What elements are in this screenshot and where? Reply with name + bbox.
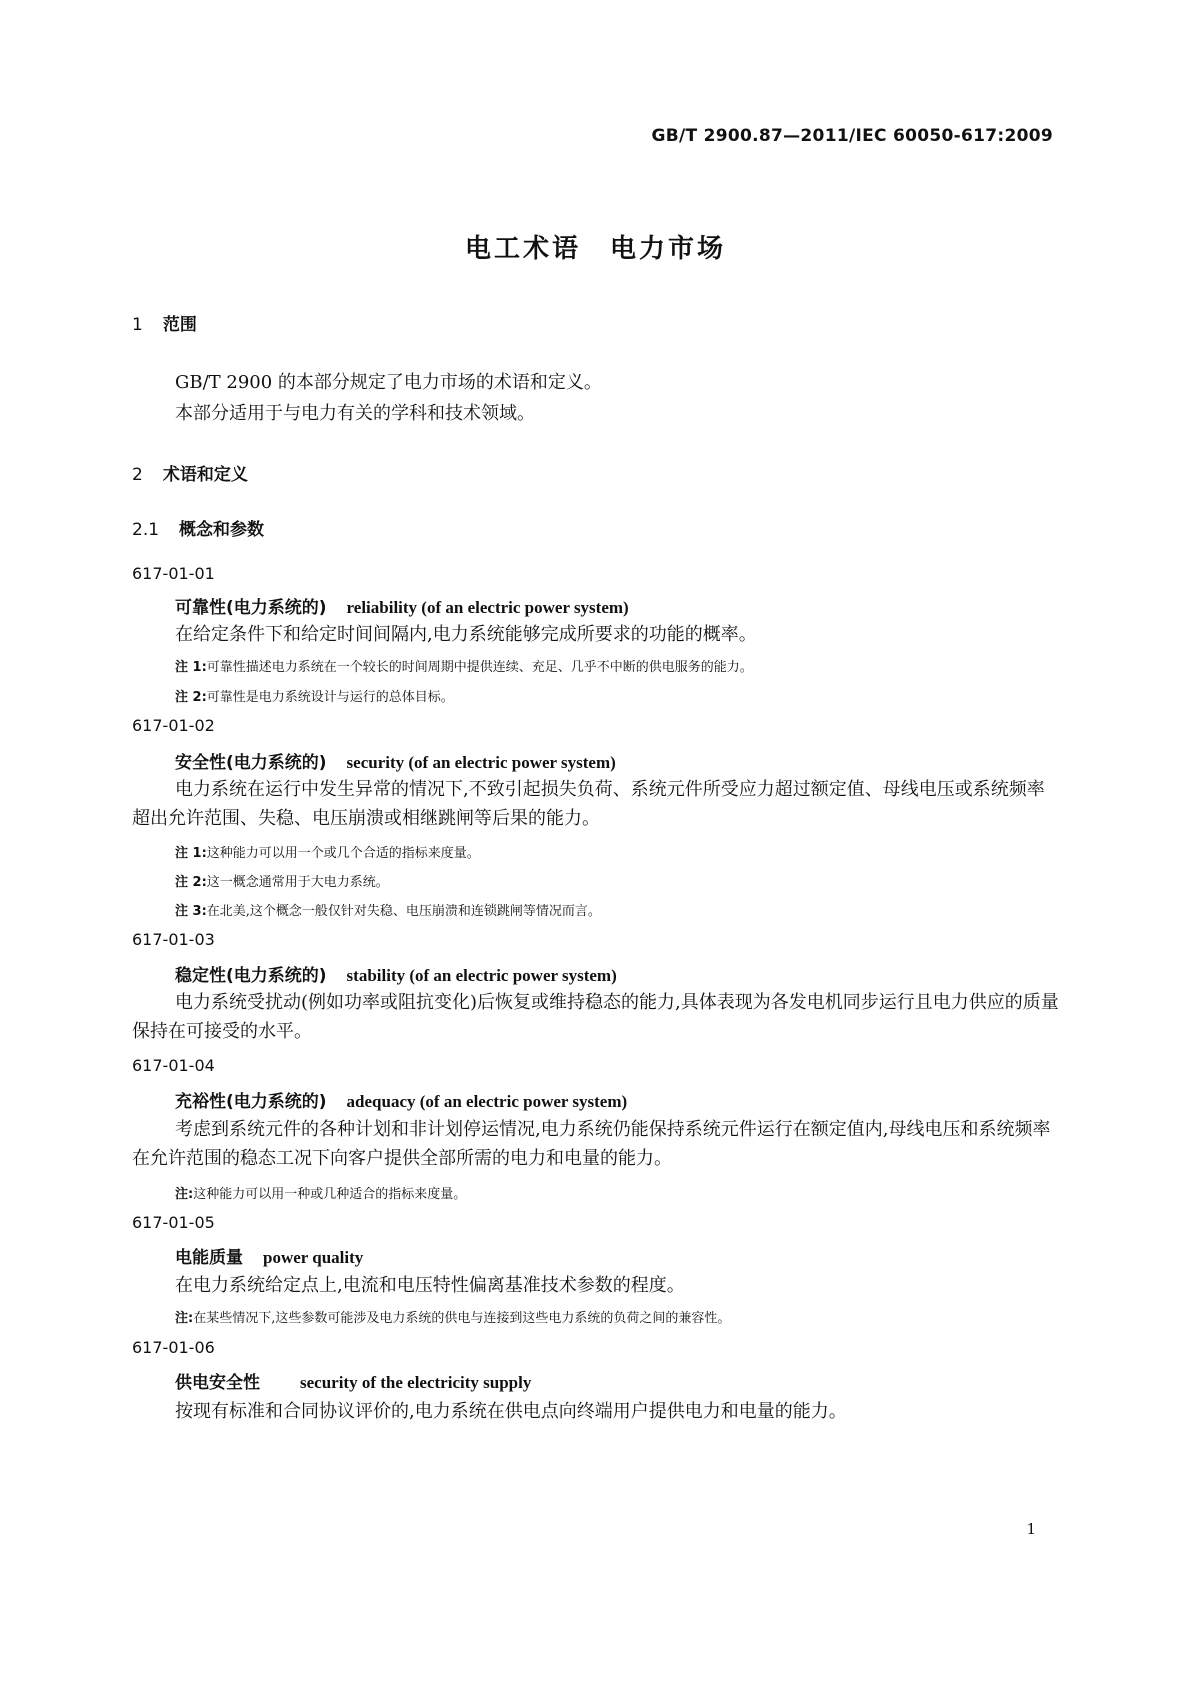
term-chinese: 电能质量 <box>175 1248 243 1268</box>
section-heading-terms <box>132 460 248 485</box>
term-chinese: 安全性(电力系统的) <box>175 753 327 773</box>
note-text: 这种能力可以用一个或几个合适的指标来度量。 <box>206 846 480 861</box>
term-line <box>175 961 617 986</box>
document-title: 电工术语 电力市场 <box>464 234 726 264</box>
term-note <box>175 900 601 919</box>
term-english: security (of an electric power system) <box>346 753 616 772</box>
term-definition: 在电力系统给定点上,电流和电压特性偏离基准技术参数的程度。 <box>175 1275 685 1296</box>
term-line <box>175 1368 531 1393</box>
section-number: 2 <box>132 465 143 485</box>
term-english: power quality <box>263 1248 364 1267</box>
term-definition: 考虑到系统元件的各种计划和非计划停运情况,电力系统仍能保持系统元件运行在额定值内,母线电压和系统频率在允许范围的稳态工况下向客户提供全部所需的电力和电量的能力。 <box>132 1119 1051 1169</box>
note-label: 注 3: <box>175 904 207 919</box>
note-label: 注: <box>175 1311 194 1326</box>
term-english: adequacy (of an electric power system) <box>346 1092 628 1111</box>
term-note <box>175 842 480 861</box>
note-label: 注 2: <box>175 690 207 705</box>
term-chinese: 可靠性(电力系统的) <box>175 598 327 618</box>
section-heading-scope <box>132 310 197 335</box>
term-chinese: 供电安全性 <box>175 1373 260 1393</box>
term-definition: 按现有标准和合同协议评价的,电力系统在供电点向终端用户提供电力和电量的能力。 <box>175 1401 847 1422</box>
term-chinese: 充裕性(电力系统的) <box>175 1092 327 1112</box>
term-number: 617-01-02 <box>132 716 215 735</box>
term-number: 617-01-03 <box>132 930 215 949</box>
scope-paragraph: 本部分适用于与电力有关的学科和技术领域。 <box>175 403 535 424</box>
note-text: 可靠性是电力系统设计与运行的总体目标。 <box>206 690 454 705</box>
term-number: 617-01-05 <box>132 1213 215 1232</box>
page-number: 1 <box>1026 1520 1036 1538</box>
term-note <box>175 686 454 705</box>
section-title: 概念和参数 <box>179 520 265 540</box>
term-chinese: 稳定性(电力系统的) <box>175 966 327 986</box>
term-line <box>175 593 629 618</box>
section-title: 术语和定义 <box>162 465 248 485</box>
term-line <box>175 1087 627 1112</box>
note-text: 可靠性描述电力系统在一个较长的时间周期中提供连续、充足、几乎不中断的供电服务的能力。 <box>206 660 753 675</box>
section-number: 1 <box>132 315 143 335</box>
term-definition: 电力系统受扰动(例如功率或阻抗变化)后恢复或维持稳态的能力,具体表现为各发电机同步运行且电力供应的质量保持在可接受的水平。 <box>132 992 1059 1042</box>
term-definition: 在给定条件下和给定时间间隔内,电力系统能够完成所要求的功能的概率。 <box>175 624 757 645</box>
term-english: stability (of an electric power system) <box>346 966 617 985</box>
term-number: 617-01-06 <box>132 1338 215 1357</box>
section-number: 2.1 <box>132 520 160 540</box>
note-label: 注 1: <box>175 846 207 861</box>
term-line <box>175 1243 363 1268</box>
term-line <box>175 748 616 773</box>
section-title: 范围 <box>162 315 197 335</box>
note-text: 在某些情况下,这些参数可能涉及电力系统的供电与连接到这些电力系统的负荷之间的兼容性。 <box>193 1311 731 1326</box>
note-text: 这种能力可以用一种或几种适合的指标来度量。 <box>193 1187 467 1202</box>
subsection-heading-concepts <box>132 515 264 540</box>
term-number: 617-01-01 <box>132 564 215 583</box>
note-label: 注 2: <box>175 875 207 890</box>
term-note <box>175 1307 730 1326</box>
note-text: 这一概念通常用于大电力系统。 <box>206 875 389 890</box>
term-english: reliability (of an electric power system) <box>346 598 629 617</box>
standard-identifier: GB/T 2900.87—2011/IEC 60050-617:2009 <box>651 126 1053 146</box>
note-label: 注 1: <box>175 660 207 675</box>
term-definition: 电力系统在运行中发生异常的情况下,不致引起损失负荷、系统元件所受应力超过额定值、母线电压或系统频率超出允许范围、失稳、电压崩溃或相继跳闸等后果的能力。 <box>132 779 1045 829</box>
note-text: 在北美,这个概念一般仅针对失稳、电压崩溃和连锁跳闸等情况而言。 <box>206 904 601 919</box>
scope-paragraph: GB/T 2900 的本部分规定了电力市场的术语和定义。 <box>175 372 602 393</box>
term-english: security of the electricity supply <box>300 1373 532 1392</box>
term-note <box>175 871 389 890</box>
note-label: 注: <box>175 1187 194 1202</box>
term-number: 617-01-04 <box>132 1056 215 1075</box>
term-note <box>175 1183 466 1202</box>
term-note <box>175 656 753 675</box>
